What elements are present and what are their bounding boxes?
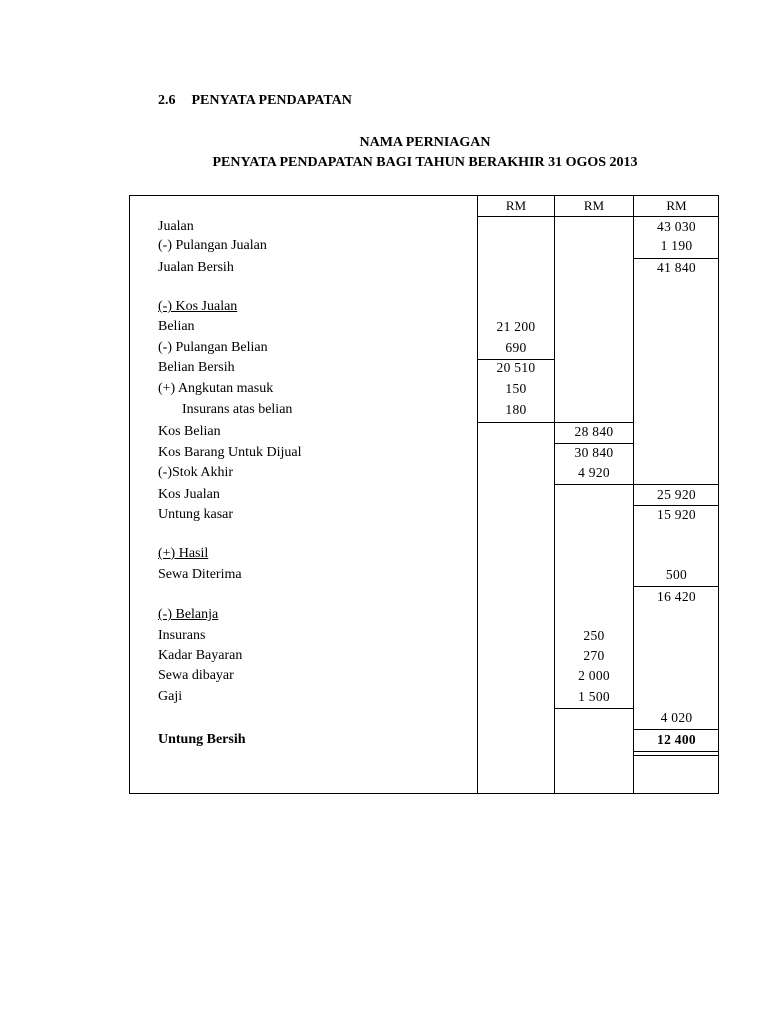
row-label-jualan: Jualan [158,219,194,234]
row-label-hasil-heading: (+) Hasil [158,546,209,561]
value-subtotal: 16 420 [657,589,696,604]
statement-title: PENYATA PENDAPATAN BAGI TAHUN BERAKHIR 31 OGOS 2013 [212,155,638,170]
double-rule-top [633,751,719,752]
row-label-kos-jualan-heading: (-) Kos Jualan [158,299,238,314]
row-label-belanja-heading: (-) Belanja [158,607,219,622]
row-label-pulangan-belian: (-) Pulangan Belian [158,340,268,355]
row-label-kadar-bayaran: Kadar Bayaran [158,648,243,663]
value-belian: 21 200 [496,319,536,334]
value-pulangan-jualan: 1 190 [660,238,693,253]
value-jumlah-belanja: 4 020 [660,710,693,725]
rule-kos-belian-c2 [554,422,633,423]
value-insurans-belian: 180 [505,402,527,417]
value-kos-jualan: 25 920 [657,487,696,502]
rule-kos-belian-c1 [477,422,554,423]
business-name: NAMA PERNIAGAN [359,135,491,150]
row-label-kos-barang: Kos Barang Untuk Dijual [158,445,302,460]
value-belian-bersih: 20 510 [496,360,536,375]
value-sewa-dibayar: 2 000 [578,668,610,683]
row-label-sewa-dibayar: Sewa dibayar [158,668,234,683]
value-untung-bersih: 12 400 [657,732,696,747]
row-label-insurans: Insurans [158,628,206,643]
column-divider-1 [477,196,478,793]
row-label-kos-jualan: Kos Jualan [158,487,220,502]
row-label-untung-bersih: Untung Bersih [158,732,246,747]
rule-jualan-bersih [633,258,719,259]
row-label-angkutan-masuk: (+) Angkutan masuk [158,381,274,396]
row-label-sewa-diterima: Sewa Diterima [158,567,242,582]
value-stok-akhir: 4 920 [578,465,610,480]
row-label-pulangan-jualan: (-) Pulangan Jualan [158,238,267,253]
section-title [158,93,352,109]
value-angkutan-masuk: 150 [505,381,527,396]
value-gaji: 1 500 [578,689,610,704]
rule-untung-kasar [633,505,719,506]
double-rule-bottom [633,755,719,756]
rule-kos-barang [554,443,633,444]
value-untung-kasar: 15 920 [657,507,696,522]
column-header-rm-1: RM [505,198,527,213]
value-kos-barang: 30 840 [574,445,614,460]
value-pulangan-belian: 690 [505,340,527,355]
value-insurans: 250 [583,628,605,643]
row-label-belian: Belian [158,319,195,334]
value-kadar-bayaran: 270 [583,648,605,663]
column-header-rm-3: RM [666,198,687,213]
value-jualan: 43 030 [657,219,696,234]
rule-kos-jualan-c3 [633,484,719,485]
value-jualan-bersih: 41 840 [657,260,696,275]
value-kos-belian: 28 840 [574,424,614,439]
row-label-belian-bersih: Belian Bersih [158,360,235,375]
row-label-stok-akhir: (-)Stok Akhir [158,465,234,480]
rule-kos-jualan-c2 [554,484,633,485]
section-number: 2.6 [158,93,176,108]
value-sewa-diterima: 500 [665,567,688,582]
rule-subtotal [633,586,719,587]
rule-jumlah-belanja-c2 [554,708,633,709]
row-label-gaji: Gaji [158,689,183,704]
column-header-rm-2: RM [583,198,605,213]
section-title-text: PENYATA PENDAPATAN [191,93,352,108]
row-label-kos-belian: Kos Belian [158,424,221,439]
row-label-insurans-belian: Insurans atas belian [182,402,293,417]
rule-untung-bersih [633,729,719,730]
row-label-jualan-bersih: Jualan Bersih [158,260,234,275]
row-label-untung-kasar: Untung kasar [158,507,234,522]
header-underline [477,216,719,217]
income-statement-table [129,195,719,794]
